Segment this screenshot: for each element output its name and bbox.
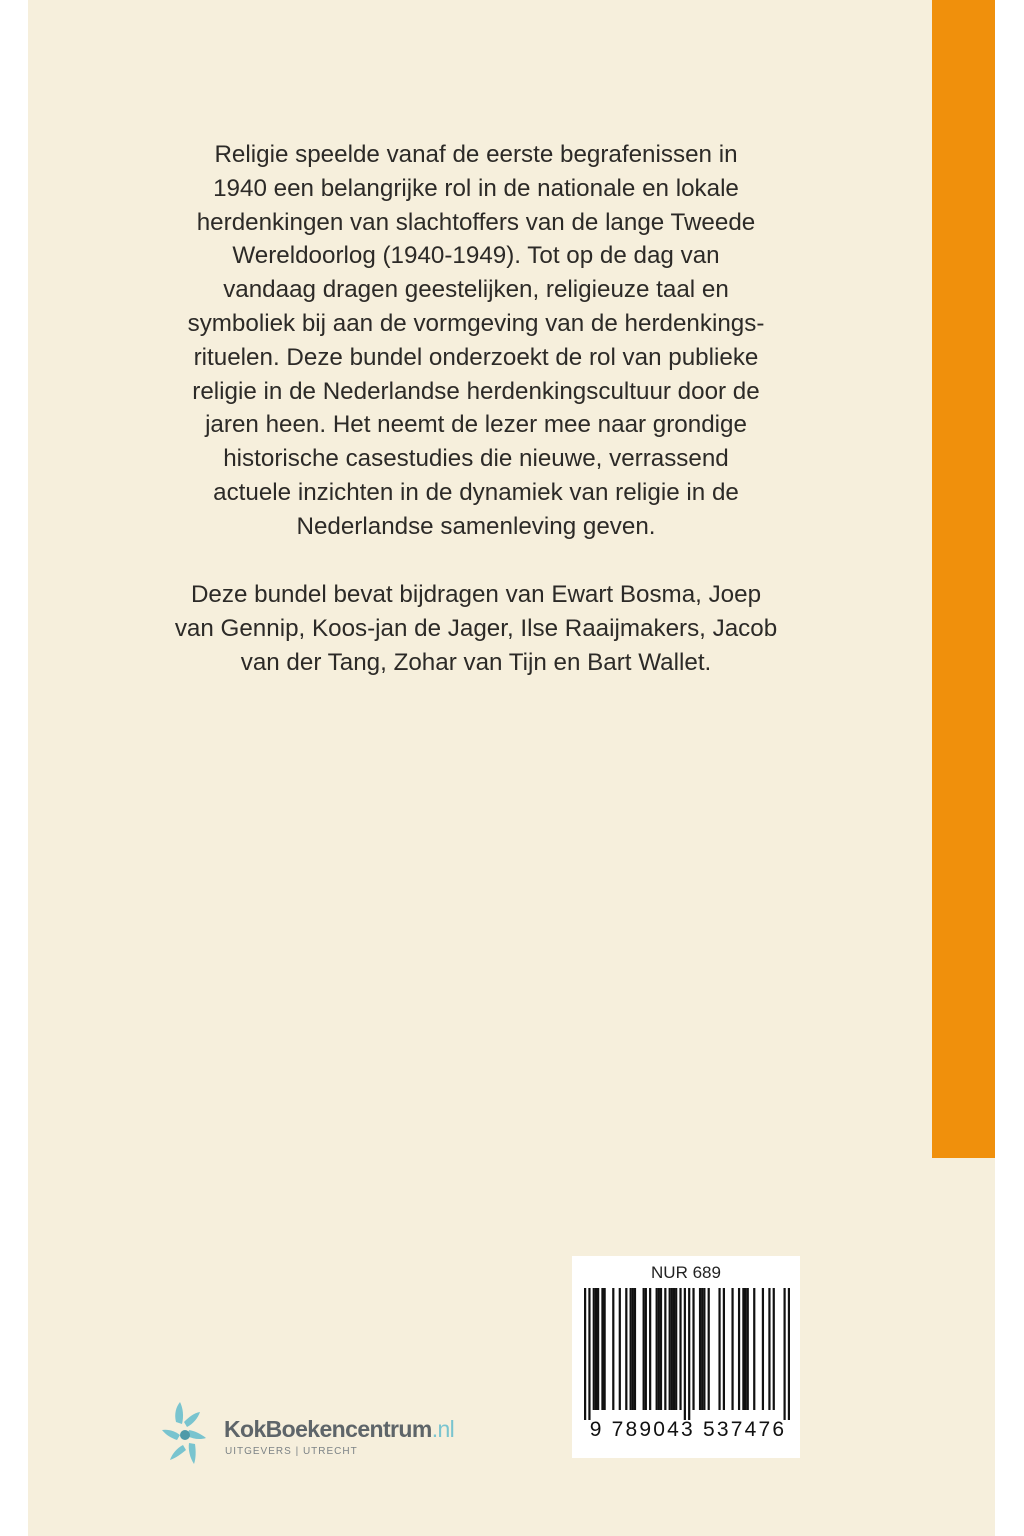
barcode-bar <box>645 1288 647 1410</box>
barcode-bar <box>703 1288 705 1410</box>
blurb-line: symboliek bij aan de vormgeving van de herdenkings- <box>187 309 765 337</box>
contributors-line: van Gennip, Koos-jan de Jager, Ilse Raaijmakers, Jacob <box>174 614 778 642</box>
barcode-bar <box>701 1288 703 1410</box>
barcode-bar <box>788 1288 790 1420</box>
barcode-bar <box>604 1288 606 1410</box>
blurb-line: rituelen. Deze bundel onderzoekt de rol van publieke <box>193 343 759 371</box>
barcode-bar <box>673 1288 675 1410</box>
barcode-bar <box>632 1288 634 1410</box>
barcode-bar <box>660 1288 662 1410</box>
publisher-tld: .nl <box>431 1416 455 1442</box>
blurb-line: historische casestudies die nieuwe, verrassend <box>223 445 729 473</box>
barcode-bar <box>625 1288 627 1410</box>
barcode-bar <box>773 1288 775 1410</box>
barcode-bar <box>597 1288 599 1410</box>
publisher-subtitle: UITGEVERS | UTRECHT <box>225 1446 358 1457</box>
barcode-bar <box>692 1288 694 1410</box>
blurb-line: Wereldoorlog (1940-1949). Tot op de dag van <box>232 242 720 270</box>
nur-code: NUR 689 <box>651 1263 721 1282</box>
barcode-bar <box>762 1288 764 1410</box>
blurb-line: herdenkingen van slachtoffers van de lange Tweede <box>196 208 756 236</box>
contributors-line: Deze bundel bevat bijdragen van Ewart Bosma, Joep <box>190 581 762 608</box>
blurb-paragraph <box>140 138 812 544</box>
barcode-bar <box>684 1288 686 1420</box>
blurb-line: religie in de Nederlandse herdenkingscultuur door de <box>192 377 760 405</box>
barcode-bar <box>738 1288 740 1410</box>
publisher-logo <box>160 1400 490 1480</box>
barcode-bar <box>630 1288 632 1410</box>
blurb-line: 1940 een belangrijke rol in de nationale en lokale <box>213 174 739 202</box>
contributors-line: van der Tang, Zohar van Tijn en Bart Wallet. <box>240 648 712 676</box>
barcode-bar <box>643 1288 645 1410</box>
barcode-bar <box>718 1288 720 1410</box>
barcode-bar <box>783 1288 785 1420</box>
publisher-name <box>224 1416 454 1443</box>
barcode-bar <box>593 1288 595 1410</box>
barcode-bar <box>768 1288 770 1410</box>
kokboekencentrum-star-icon <box>160 1400 210 1474</box>
blurb-line: vandaag dragen geestelijken, religieuze taal en <box>223 276 729 304</box>
barcode-bar <box>688 1288 690 1420</box>
barcode-bar <box>747 1288 749 1410</box>
blurb-line: actuele inzichten in de dynamiek van religie in de <box>213 478 739 506</box>
orange-accent-stripe <box>932 0 995 1158</box>
barcode-bar <box>723 1288 725 1410</box>
blurb-line: Nederlandse samenleving geven. <box>296 512 656 540</box>
barcode-bar <box>584 1288 586 1420</box>
contributors-paragraph <box>140 578 812 679</box>
barcode-bar <box>634 1288 636 1410</box>
barcode-bar <box>664 1288 666 1410</box>
barcode-bar <box>753 1288 755 1410</box>
barcode-bar <box>708 1288 710 1410</box>
blurb-line: Religie speelde vanaf de eerste begrafenissen in <box>214 141 738 168</box>
barcode-bar <box>612 1288 614 1410</box>
barcode-bar <box>595 1288 597 1410</box>
barcode-bar <box>658 1288 660 1410</box>
barcode-bar <box>601 1288 603 1410</box>
barcode-box <box>572 1256 800 1458</box>
barcode-bar <box>588 1288 590 1420</box>
publisher-name-text: KokBoekencentrum <box>224 1416 432 1442</box>
isbn-number: 9 789043 537476 <box>589 1418 787 1441</box>
barcode-bar <box>669 1288 671 1410</box>
barcode-bar <box>656 1288 658 1410</box>
barcode-bar <box>731 1288 733 1410</box>
barcode-bar <box>649 1288 651 1410</box>
barcode-bar <box>744 1288 746 1410</box>
barcode-bar <box>699 1288 701 1410</box>
barcode-bar <box>675 1288 677 1410</box>
isbn-barcode <box>584 1288 790 1420</box>
barcode-bar <box>679 1288 681 1410</box>
barcode-bar <box>742 1288 744 1410</box>
barcode-bar <box>619 1288 621 1410</box>
blurb-line: jaren heen. Het neemt de lezer mee naar grondige <box>205 411 747 439</box>
barcode-bar <box>671 1288 673 1410</box>
